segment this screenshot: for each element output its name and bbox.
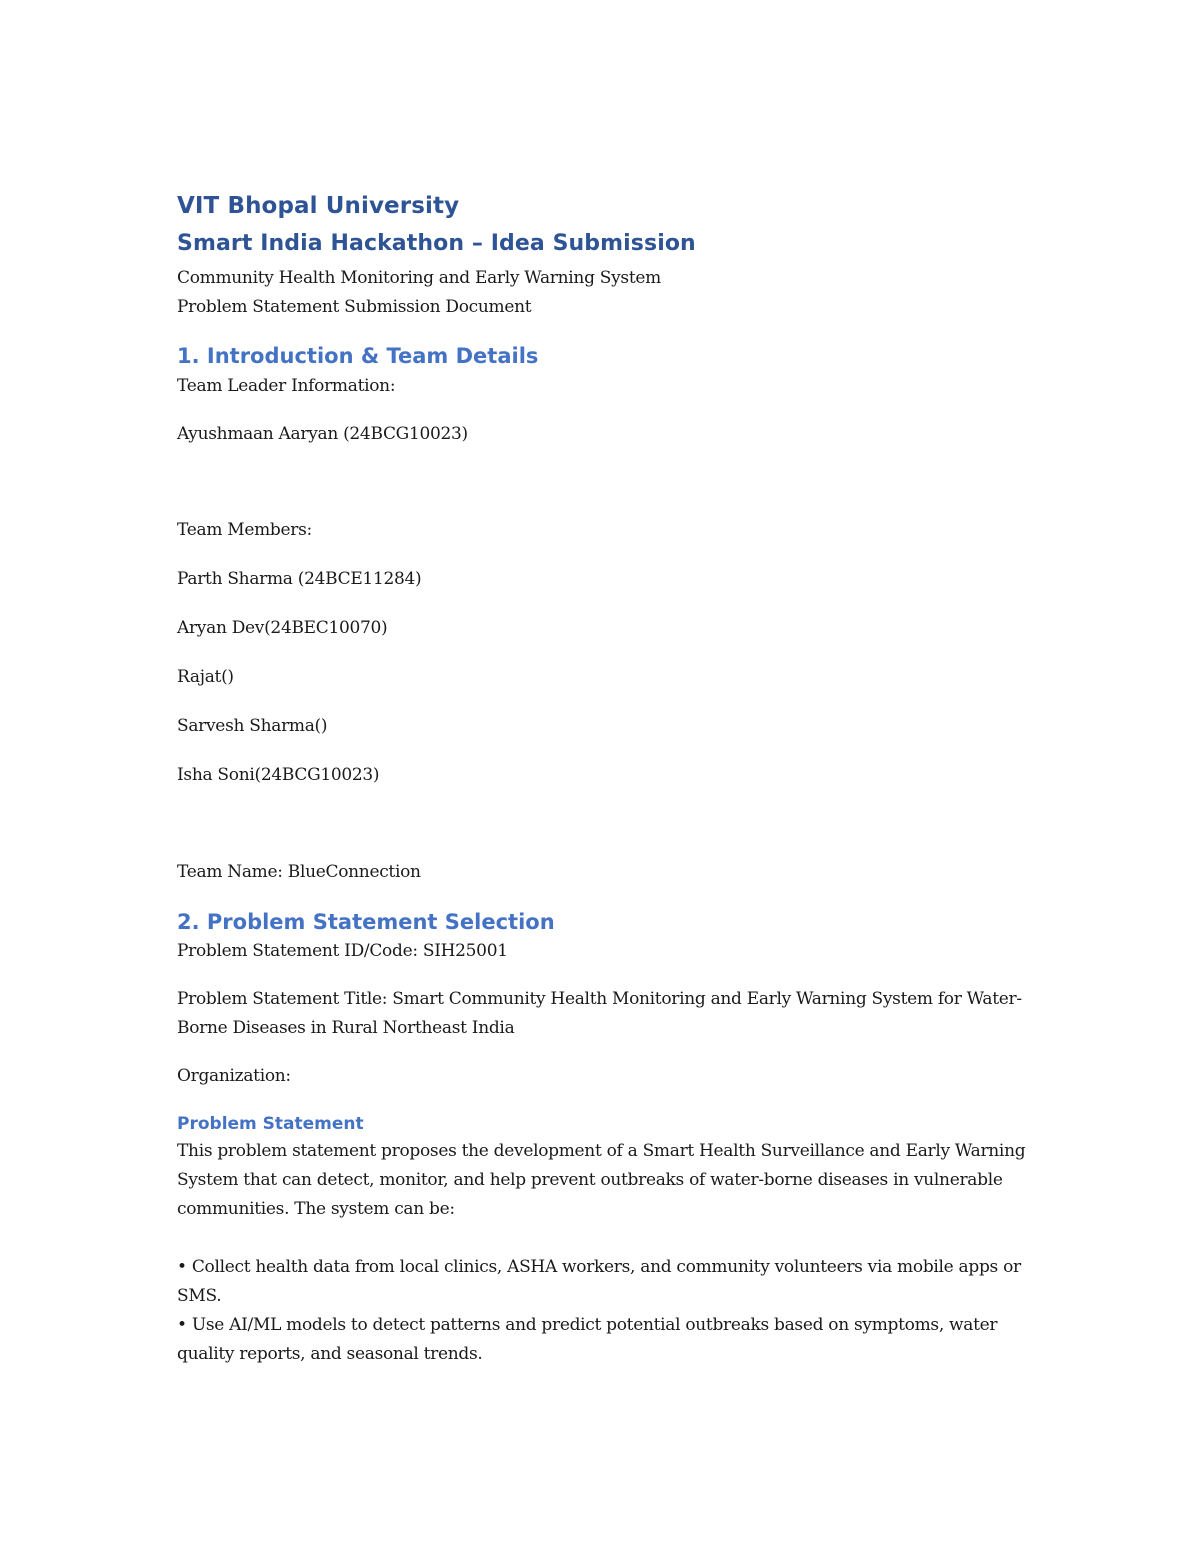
problem-statement-title: Problem Statement Title: Smart Community Health Monitoring and Early Warning System for Water-Borne Diseases in Rural Northeast India [177,989,1022,1038]
organization-label: Organization: [177,1066,291,1086]
event-title: Smart India Hackathon – Idea Submission [177,231,696,256]
team-member: Rajat() [177,667,234,687]
bullet-item: • Collect health data from local clinics, ASHA workers, and community volunteers via mobile apps or SMS. [177,1257,1021,1306]
bullet-item: • Use AI/ML models to detect patterns and predict potential outbreaks based on symptoms, water quality reports, and seasonal trends. [177,1315,998,1364]
team-member: Parth Sharma (24BCE11284) [177,569,422,589]
section-1-heading: 1. Introduction & Team Details [177,344,539,368]
problem-statement-id: Problem Statement ID/Code: SIH25001 [177,941,508,961]
project-title: Community Health Monitoring and Early Warning System [177,268,661,288]
team-member: Sarvesh Sharma() [177,716,328,736]
university-title: VIT Bhopal University [177,193,460,219]
team-leader-name: Ayushmaan Aaryan (24BCG10023) [177,424,468,444]
team-name: Team Name: BlueConnection [177,862,421,882]
team-leader-label: Team Leader Information: [177,376,396,396]
team-member: Isha Soni(24BCG10023) [177,765,380,785]
team-member: Aryan Dev(24BEC10070) [177,618,388,638]
section-2-heading: 2. Problem Statement Selection [177,910,555,934]
document-type: Problem Statement Submission Document [177,297,532,317]
problem-description: This problem statement proposes the development of a Smart Health Surveillance and Early Warning System that can detect, monitor, and help prevent outbreaks of water-borne diseases in vulnerable communities. The system can be: [177,1141,1026,1219]
team-members-label: Team Members: [177,520,312,540]
problem-statement-subheading: Problem Statement [177,1114,364,1134]
document-body [177,188,1037,1369]
